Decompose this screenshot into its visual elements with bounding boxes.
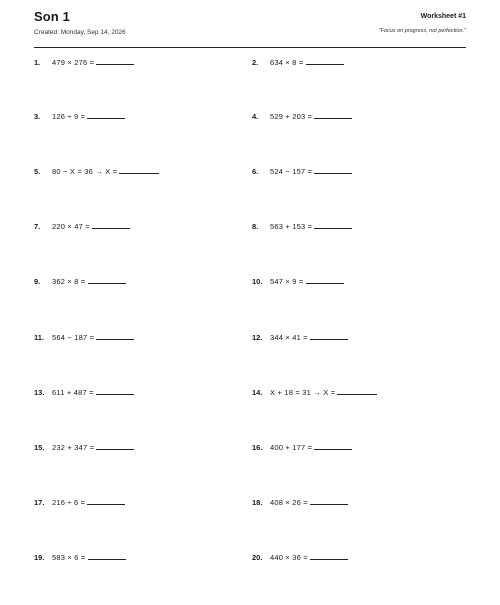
problem-item [34,333,134,342]
problem-number: 4. [252,112,259,121]
answer-blank[interactable] [310,553,348,560]
answer-blank[interactable] [96,333,134,340]
answer-blank[interactable] [88,277,126,284]
problem-expression: 408 × 26 = [270,498,308,507]
problem-expression: X + 18 = 31 → X = [270,388,336,397]
motto-quote: "Focus on progress, not perfection." [378,28,466,34]
answer-blank[interactable] [87,498,125,505]
problem-item [252,222,352,231]
problem-item [252,443,352,452]
problem-number: 6. [252,167,259,176]
problem-item [34,222,130,231]
problem-expression: 344 × 41 = [270,333,308,342]
worksheet-title: Son 1 [34,9,70,24]
problem-item [252,277,344,286]
problem-item [252,498,348,507]
problem-expression: 564 − 187 = [52,333,95,342]
problem-item [252,167,352,176]
problem-number: 18. [252,498,263,507]
problem-expression: 529 + 203 = [270,112,313,121]
answer-blank[interactable] [119,167,159,174]
problem-number: 2. [252,58,259,67]
problem-item [252,388,377,397]
answer-blank[interactable] [306,58,344,65]
answer-blank[interactable] [314,443,352,450]
problem-expression: 232 + 347 = [52,443,95,452]
problem-item [252,553,348,562]
answer-blank[interactable] [314,222,352,229]
answer-blank[interactable] [314,112,352,119]
answer-blank[interactable] [310,498,348,505]
problem-number: 1. [34,58,41,67]
problem-number: 15. [34,443,45,452]
problem-number: 10. [252,277,263,286]
answer-blank[interactable] [337,388,377,395]
problem-number: 8. [252,222,259,231]
problem-number: 14. [252,388,263,397]
worksheet-number: Worksheet #1 [420,13,466,20]
problem-number: 19. [34,553,45,562]
problem-expression: 479 × 276 = [52,58,95,67]
problem-expression: 563 + 153 = [270,222,313,231]
problem-item [34,553,126,562]
problem-expression: 400 + 177 = [270,443,313,452]
answer-blank[interactable] [88,553,126,560]
problem-item [34,112,125,121]
problem-item [34,167,159,176]
problem-number: 16. [252,443,263,452]
problem-item [34,58,134,67]
problem-expression: 611 + 487 = [52,388,94,397]
answer-blank[interactable] [87,112,125,119]
answer-blank[interactable] [310,333,348,340]
answer-blank[interactable] [314,167,352,174]
problem-item [252,333,348,342]
problem-item [34,443,134,452]
problem-number: 13. [34,388,45,397]
problem-expression: 126 ÷ 9 = [52,112,86,121]
problem-number: 3. [34,112,41,121]
answer-blank[interactable] [96,58,134,65]
problem-number: 17. [34,498,45,507]
created-date: Created: Monday, Sep 14, 2026 [34,29,126,36]
problem-item [34,388,134,397]
problem-number: 12. [252,333,263,342]
problem-expression: 220 × 47 = [52,222,90,231]
problem-number: 7. [34,222,41,231]
problem-item [252,112,352,121]
answer-blank[interactable] [92,222,130,229]
answer-blank[interactable] [96,443,134,450]
problem-expression: 547 × 9 = [270,277,304,286]
problem-number: 9. [34,277,41,286]
answer-blank[interactable] [306,277,344,284]
problem-expression: 583 × 6 = [52,553,86,562]
problem-expression: 216 ÷ 6 = [52,498,86,507]
problem-expression: 362 × 8 = [52,277,86,286]
problem-number: 20. [252,553,263,562]
problem-expression: 524 − 157 = [270,167,313,176]
answer-blank[interactable] [96,388,134,395]
problem-expression: 634 × 8 = [270,58,304,67]
problem-expression: 80 − X = 36 → X = [52,167,118,176]
problem-item [34,277,126,286]
problem-item [252,58,344,67]
problem-item [34,498,125,507]
header-divider [34,47,466,48]
problem-expression: 440 × 36 = [270,553,308,562]
problem-number: 5. [34,167,41,176]
problem-number: 11. [34,333,45,342]
